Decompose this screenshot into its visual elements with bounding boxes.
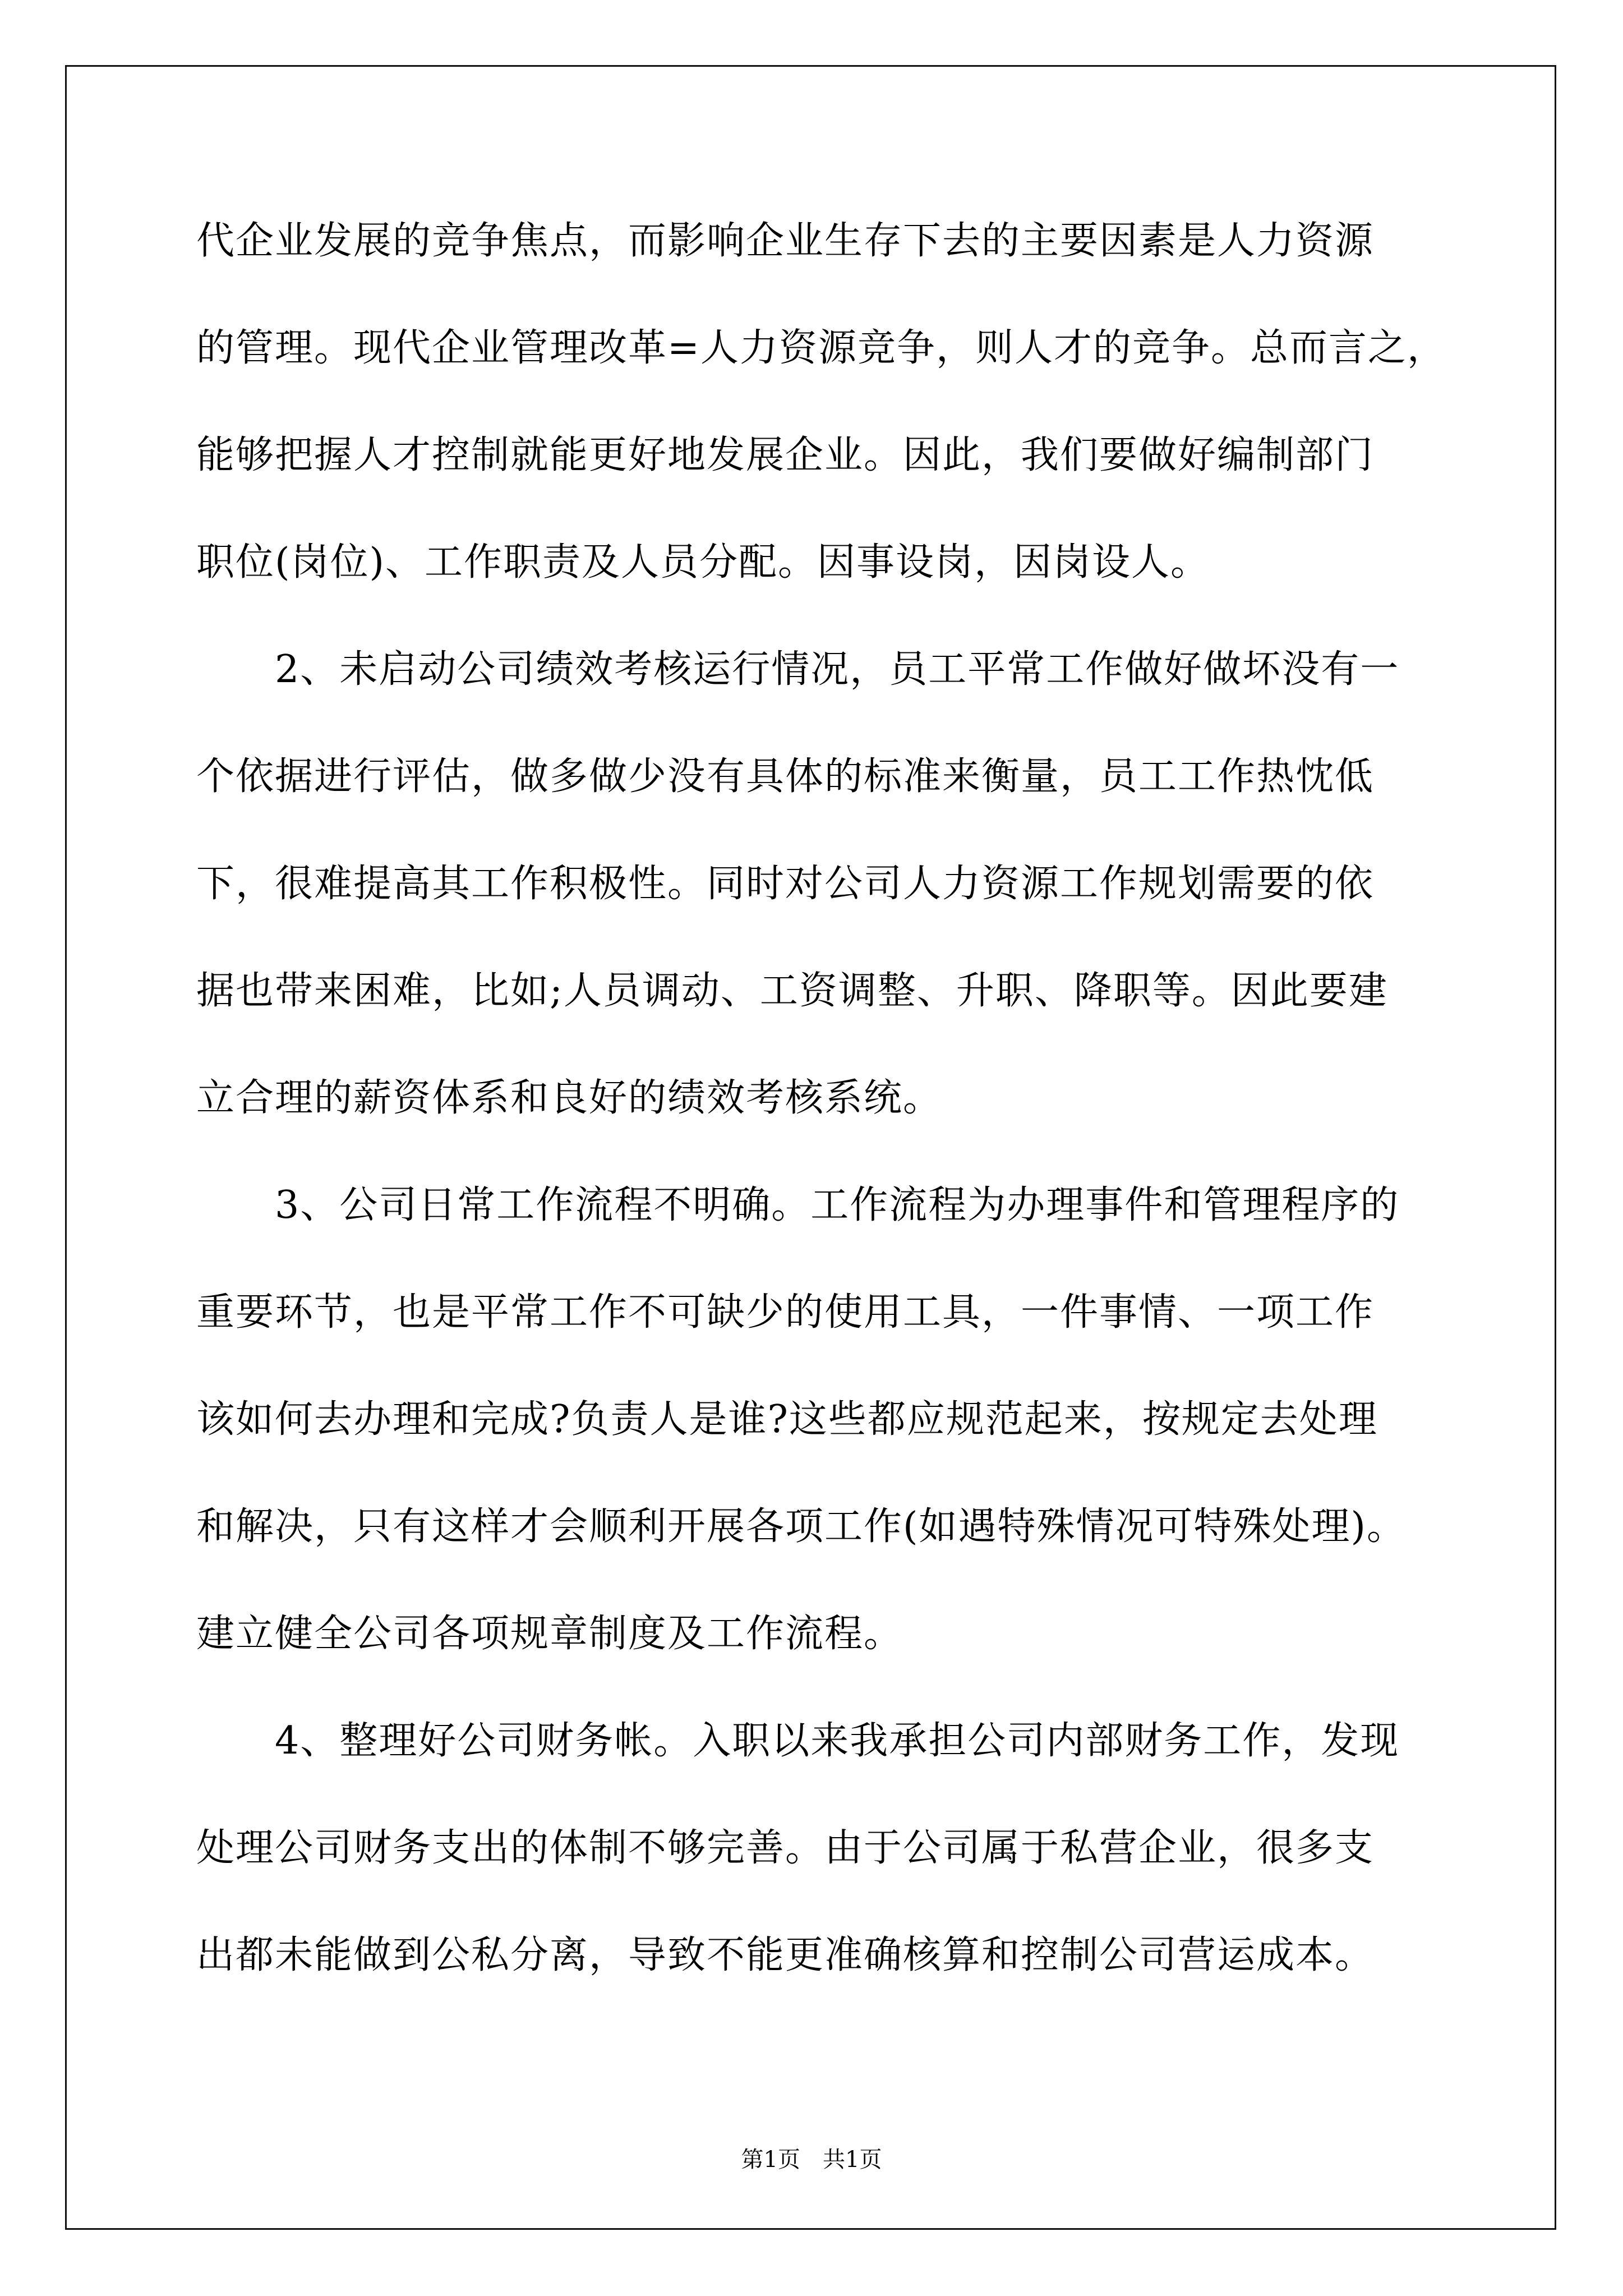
page-total: 共1页 — [823, 2147, 882, 2173]
text-line: 建立健全公司各项规章制度及工作流程。 — [196, 1612, 903, 1656]
text-line: 处理公司财务支出的体制不够完善。由于公司属于私营企业，很多支 — [196, 1826, 1375, 1870]
text-line: 据也带来困难，比如;人员调动、工资调整、升职、降职等。因此要建 — [196, 969, 1388, 1013]
text-line: 2、未启动公司绩效考核运行情况，员工平常工作做好做坏没有一 — [196, 647, 1400, 692]
text-line: 职位(岗位)、工作职责及人员分配。因事设岗，因岗设人。 — [196, 540, 1210, 585]
text-line: 立合理的薪资体系和良好的绩效考核系统。 — [196, 1076, 943, 1120]
text-line: 的管理。现代企业管理改革=人力资源竞争，则人才的竞争。总而言之， — [196, 326, 1446, 370]
page-border — [65, 65, 1556, 2230]
page-footer — [0, 2143, 1623, 2177]
text-line: 和解决，只有这样才会顺利开展各项工作(如遇特殊情况可特殊处理)。 — [196, 1504, 1407, 1549]
text-line: 出都未能做到公私分离，导致不能更准确核算和控制公司营运成本。 — [196, 1933, 1375, 1977]
text-line: 能够把握人才控制就能更好地发展企业。因此，我们要做好编制部门 — [196, 433, 1375, 477]
text-line: 重要环节，也是平常工作不可缺少的使用工具，一件事情、一项工作 — [196, 1290, 1375, 1335]
text-line: 3、公司日常工作流程不明确。工作流程为办理事件和管理程序的 — [196, 1183, 1400, 1227]
text-line: 下，很难提高其工作积极性。同时对公司人力资源工作规划需要的依 — [196, 862, 1375, 906]
text-line: 4、整理好公司财务帐。入职以来我承担公司内部财务工作，发现 — [196, 1719, 1400, 1763]
text-line: 个依据进行评估，做多做少没有具体的标准来衡量，员工工作热忱低 — [196, 754, 1375, 799]
page-number: 第1页 — [741, 2147, 800, 2173]
text-line: 该如何去办理和完成?负责人是谁?这些都应规范起来，按规定去处理 — [196, 1397, 1378, 1442]
text-line: 代企业发展的竞争焦点，而影响企业生存下去的主要因素是人力资源 — [196, 219, 1375, 263]
